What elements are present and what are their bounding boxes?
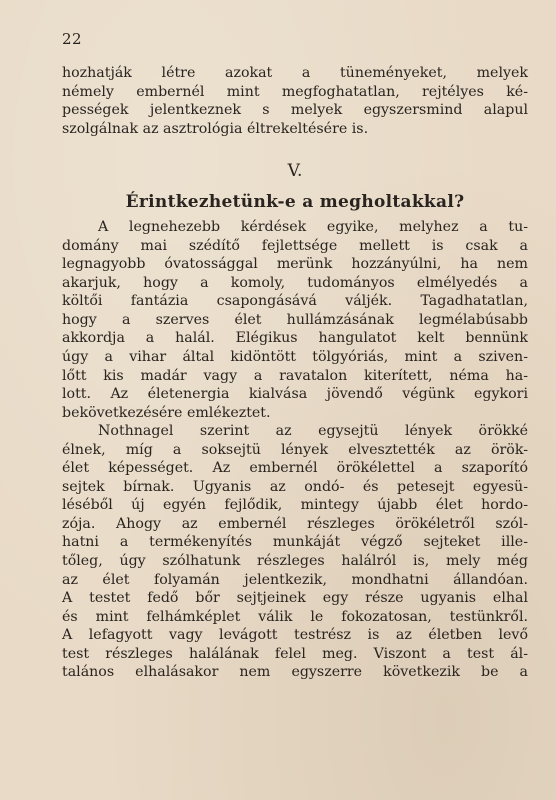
text-line: test részleges halálának felel meg. Viszont a test ál- bbox=[62, 645, 528, 662]
paragraph-2 bbox=[62, 422, 528, 682]
page-number: 22 bbox=[62, 30, 83, 48]
text-line: úgy a vihar által kidöntött tölgyóriás, mint a sziven- bbox=[62, 349, 528, 366]
text-line: pességek jelentkeznek s melyek egyszersmind alapul bbox=[62, 102, 528, 119]
text-line: az élet folyamán jelentkezik, mondhatni állandóan. bbox=[62, 571, 528, 588]
paragraph-1 bbox=[62, 218, 528, 422]
text-line: talános elhalásakor nem egyszerre következik be a bbox=[62, 664, 528, 681]
text-line: hatni a termékenyítés munkáját végző sejteket ille- bbox=[62, 534, 528, 551]
text-line: léséből új egyén fejlődik, mintegy újabb élet hordo- bbox=[62, 497, 528, 514]
text-line: zója. Ahogy az embernél részleges örökéletről szól- bbox=[62, 515, 528, 532]
text-line: élet képességet. Az embernél örökélettel a szaporító bbox=[62, 460, 528, 477]
text-line: némely embernél mint megfoghatatlan, rejtélyes ké- bbox=[62, 83, 528, 100]
text-line: akarjuk, hogy a komoly, tudományos elmélyedés a bbox=[62, 274, 528, 291]
text-line: domány mai szédítő fejlettsége mellett is csak a bbox=[62, 237, 528, 254]
text-line: sejtek bírnak. Ugyanis az ondó- és petesejt egyesü- bbox=[62, 478, 528, 495]
text-line: élnek, míg a soksejtü lények elvesztették az örök- bbox=[62, 441, 528, 458]
text-line: költői fantázia csapongásává váljék. Tagadhatatlan, bbox=[62, 293, 528, 310]
text-line: A legnehezebb kérdések egyike, melyhez a tu- bbox=[98, 219, 528, 236]
chapter-number: V. bbox=[287, 161, 303, 182]
text-line: hogy a szerves élet hullámzásának legmélabúsabb bbox=[62, 311, 528, 328]
text-line: lott. Az életenergia kialvása jövendő végünk egykori bbox=[62, 386, 528, 403]
text-line: A lefagyott vagy levágott testrész is az életben levő bbox=[62, 627, 528, 644]
intro-paragraph bbox=[62, 64, 528, 138]
text-line: és mint felhámképlet válik le fokozatosan, testünkről. bbox=[62, 608, 528, 625]
text-line: legnagyobb óvatossággal merünk hozzányúlni, ha nem bbox=[62, 256, 528, 273]
text-line: Nothnagel szerint az egysejtü lények örökké bbox=[98, 423, 528, 440]
chapter-title: Érintkezhetünk-e a megholtakkal? bbox=[125, 192, 465, 213]
text-line: hozhatják létre azokat a tüneményeket, melyek bbox=[62, 65, 528, 81]
text-line: szolgálnak az asztrológia éltrekeltésére is. bbox=[62, 120, 369, 137]
text-line: tőleg, úgy szólhatunk részleges halálról is, mely még bbox=[62, 553, 528, 570]
text-line: A testet fedő bőr sejtjeinek egy része ugyanis elhal bbox=[62, 590, 528, 607]
text-line: bekövetkezésére emlékeztet. bbox=[62, 404, 271, 421]
text-line: akkordja a halál. Elégikus hangulatot kelt bennünk bbox=[62, 330, 528, 347]
page-content bbox=[62, 64, 528, 682]
text-line: lőtt kis madár vagy a ravatalon kiterített, néma ha- bbox=[62, 367, 528, 384]
